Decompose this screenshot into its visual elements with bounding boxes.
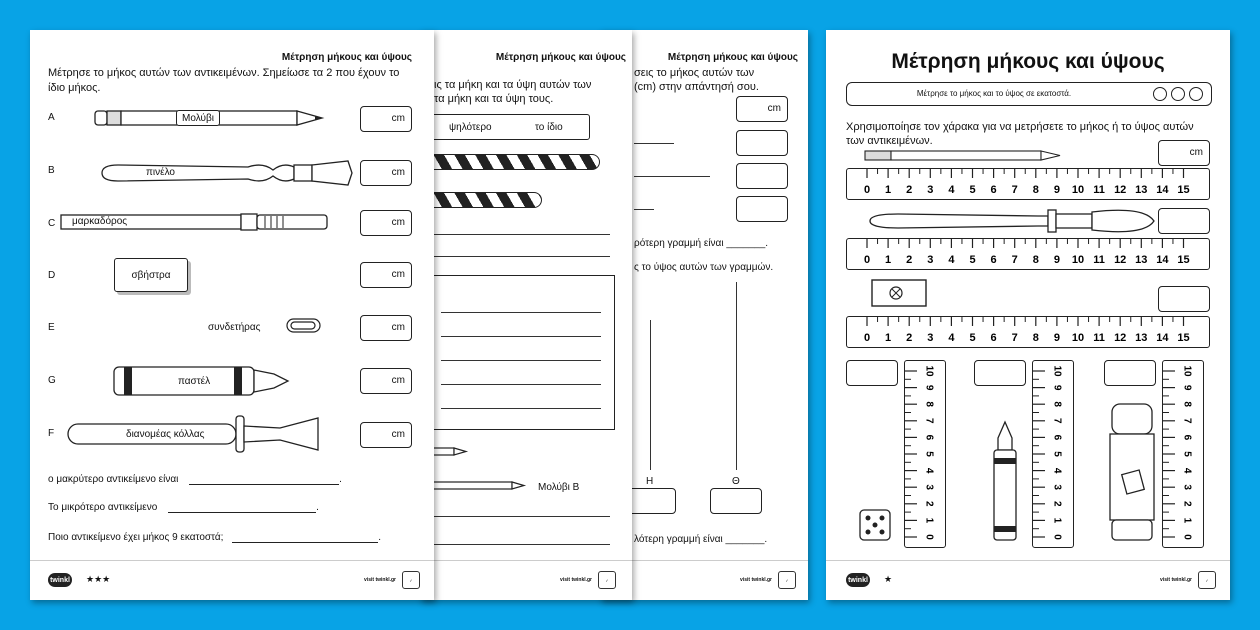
- vruler-tick-label: 9: [1051, 384, 1063, 391]
- vruler-tick-label: 10: [923, 365, 935, 377]
- vruler-tick-label: 10: [1051, 365, 1063, 377]
- ruler-tick-label: 15: [1177, 184, 1190, 196]
- sheet3-question-3: λότερη γραμμή είναι _______.: [634, 534, 768, 545]
- item-e-answer-box[interactable]: cm: [360, 315, 412, 341]
- item-a-answer-box[interactable]: cm: [360, 106, 412, 132]
- sheet3-answer-box-th[interactable]: [710, 488, 762, 514]
- item-b-label: πινέλο: [146, 167, 175, 178]
- ruler-tick-label: 2: [906, 184, 913, 196]
- vruler-tick-label: 5: [1051, 451, 1063, 457]
- sheet2-instruction-1: ις τα μήκη και τα ύψη αυτών των: [434, 79, 592, 91]
- sheet4-banner: [846, 82, 1212, 106]
- sheet1-footer: [30, 560, 434, 600]
- dice-image: [858, 508, 892, 542]
- vruler-3: [1162, 360, 1204, 548]
- vruler-1: [904, 360, 946, 548]
- sheet4-pencil-answer-box[interactable]: cm: [1158, 140, 1210, 166]
- vruler-2: [1032, 360, 1074, 548]
- question-9cm: Ποιο αντικείμενο έχει μήκος 9 εκατοστά; .: [48, 532, 381, 543]
- ruler-tick-label: 8: [1032, 332, 1039, 344]
- sheet4-paintbrush-image: [868, 206, 1158, 236]
- ruler-tick-label: 6: [990, 184, 997, 196]
- ruler-tick-label: 14: [1156, 184, 1169, 196]
- ruler-tick-label: 0: [863, 254, 871, 266]
- vruler-tick-label: 4: [1181, 467, 1193, 474]
- item-g-label: παστέλ: [178, 376, 211, 387]
- item-f-answer-box[interactable]: cm: [360, 422, 412, 448]
- item-c-answer-box[interactable]: cm: [360, 210, 412, 236]
- sheet3-label-h: Η: [646, 476, 654, 487]
- vruler-tick-label: 5: [1181, 451, 1193, 457]
- banner-circle-icon-1: [1153, 87, 1167, 101]
- vruler-tick-label: 8: [1051, 401, 1063, 407]
- ruler-tick-label: 8: [1032, 184, 1039, 196]
- sheet3-vertical-line-th: [736, 282, 737, 470]
- vruler-tick-label: 4: [923, 467, 935, 474]
- sheet3-line-2: [634, 176, 710, 177]
- ruler-tick-label: 3: [927, 184, 934, 196]
- sheet3-answer-box-4[interactable]: [736, 196, 788, 222]
- vruler-tick-label: 1: [1051, 517, 1063, 524]
- ruler-tick-label: 14: [1156, 254, 1169, 266]
- item-d-label: σβήστρα: [114, 258, 188, 292]
- sheet2-answer-line-3: [430, 516, 610, 517]
- sheet4-badge-icon: ✓: [1198, 571, 1216, 589]
- question-longest: ο μακρύτερο αντικείμενο είναι .: [48, 474, 342, 485]
- question-longest-text: ο μακρύτερο αντικείμενο είναι: [48, 474, 179, 485]
- sheet3-answer-box-1[interactable]: cm: [736, 96, 788, 122]
- sheet2-pencil-b-label: Μολύβι Β: [538, 482, 580, 493]
- sheet2-answer-line-1: [430, 234, 610, 235]
- twinkl-logo: twinkl: [48, 573, 72, 587]
- ruler-tick-label: 1: [885, 184, 892, 196]
- sheet1-badge-icon: ✓: [402, 571, 420, 589]
- sheet3-instruction-1: σεις το μήκος αυτών των: [634, 67, 755, 79]
- item-e-letter: E: [48, 322, 55, 333]
- sheet2-striped-straw-1: [420, 154, 600, 170]
- ruler-tick-label: 10: [1071, 254, 1085, 266]
- sheet4-gluestick-answer-box[interactable]: [1104, 360, 1156, 386]
- item-d-letter: D: [48, 270, 56, 281]
- sheet1-header: Μέτρηση μήκους και ύψους: [281, 52, 412, 63]
- ruler-tick-label: 13: [1135, 184, 1148, 196]
- vruler-tick-label: 0: [923, 534, 935, 540]
- ruler-tick-label: 7: [1011, 184, 1018, 196]
- worksheet-1: [30, 30, 434, 600]
- vruler-tick-label: 2: [1051, 501, 1063, 507]
- ruler-tick-label: 7: [1011, 332, 1018, 344]
- vruler-tick-label: 7: [1051, 418, 1063, 424]
- sheet4-banner-text: Μέτρησε το μήκος και το ύψος σε εκατοστά.: [916, 89, 1072, 98]
- difficulty-stars: ★★★: [86, 574, 111, 584]
- sheet2-striped-straw-2: [420, 192, 542, 208]
- sheet4-footer: [826, 560, 1230, 600]
- question-9cm-answer[interactable]: [232, 533, 378, 543]
- worksheet-2: [420, 30, 632, 600]
- item-a-letter: A: [48, 112, 55, 123]
- sheet3-label-th: Θ: [732, 476, 740, 487]
- question-shortest-answer[interactable]: [168, 503, 316, 513]
- ruler-tick-label: 9: [1053, 332, 1060, 344]
- item-d-answer-box[interactable]: cm: [360, 262, 412, 288]
- sheet3-answer-box-2[interactable]: [736, 130, 788, 156]
- ruler-tick-label: 12: [1114, 332, 1127, 344]
- vruler-tick-label: 5: [923, 451, 935, 457]
- vruler-tick-label: 0: [1181, 534, 1193, 540]
- glue-stick-image: [1106, 402, 1158, 544]
- ruler-tick-label: 2: [906, 254, 913, 266]
- sheet4-instruction: Χρησιμοποίησε τον χάρακα για να μετρήσετε το μήκος ή το ύψος αυτών των αντικειμένων.: [846, 121, 1194, 147]
- ruler-tick-label: 14: [1156, 332, 1169, 344]
- item-e-label: συνδετήρας: [208, 322, 261, 333]
- vruler-tick-label: 2: [1181, 501, 1193, 507]
- sheet2-answer-box: [430, 275, 615, 430]
- worksheet-4: [826, 30, 1230, 600]
- vruler-tick-label: 7: [1181, 418, 1193, 424]
- sheet3-header: Μέτρηση μήκους και ύψους: [667, 52, 798, 63]
- sharpener-image: [870, 278, 930, 310]
- ruler-tick-label: 6: [990, 332, 997, 344]
- ruler-tick-label: 9: [1053, 254, 1060, 266]
- ruler-1: [846, 168, 1210, 200]
- ruler-tick-label: 0: [863, 332, 871, 344]
- ruler-3: [846, 316, 1210, 348]
- ruler-tick-label: 15: [1177, 332, 1190, 344]
- question-shortest-text: Το μικρότερο αντικείμενο: [48, 502, 158, 513]
- sheet3-visit-text: visit twinkl.gr: [740, 577, 772, 583]
- vruler-tick-label: 4: [1051, 467, 1063, 474]
- ruler-tick-label: 3: [927, 332, 934, 344]
- ruler-tick-label: 6: [990, 254, 997, 266]
- sheet4-crayon-image: [990, 420, 1020, 544]
- item-f-label: διανομέας κόλλας: [126, 429, 205, 440]
- vruler-tick-label: 2: [923, 501, 935, 507]
- vruler-tick-label: 7: [923, 418, 935, 424]
- ruler-tick-label: 11: [1093, 254, 1105, 266]
- sheet3-line-3: [634, 209, 654, 210]
- sheet2-box-line-4: [441, 384, 601, 385]
- vruler-tick-label: 8: [923, 401, 935, 407]
- item-c-label: μαρκαδόρος: [72, 216, 128, 227]
- ruler-tick-label: 10: [1071, 332, 1085, 344]
- vruler-tick-label: 6: [923, 434, 935, 441]
- item-g-answer-box[interactable]: cm: [360, 368, 412, 394]
- sheet2-badge-icon: ✓: [598, 571, 616, 589]
- item-a-label: Μολύβι: [176, 110, 220, 126]
- ruler-tick-label: 4: [948, 254, 955, 266]
- sheet4-brush-answer-box[interactable]: [1158, 208, 1210, 234]
- sheet2-col-taller: ψηλότερο: [449, 122, 492, 133]
- sheet4-twinkl-logo: twinkl: [846, 573, 870, 587]
- sheet1-instruction: Μέτρησε το μήκος αυτών των αντικειμένων. Σημείωσε τα 2 που έχουν το ίδιο μήκος.: [48, 67, 400, 94]
- sheet3-answer-box-3[interactable]: [736, 163, 788, 189]
- vruler-tick-label: 10: [1181, 365, 1193, 377]
- vruler-tick-label: 3: [1051, 484, 1063, 490]
- sheet3-vertical-line-h: [650, 320, 651, 470]
- ruler-tick-label: 4: [948, 332, 955, 344]
- question-longest-answer[interactable]: [189, 475, 339, 485]
- vruler-tick-label: 1: [923, 517, 935, 524]
- sheet2-footer: [420, 560, 632, 600]
- item-f-letter: F: [48, 428, 55, 439]
- vruler-tick-label: 8: [1181, 401, 1193, 407]
- sheet2-visit-text: visit twinkl.gr: [560, 577, 592, 583]
- sheet2-col-same: το ίδιο: [535, 122, 563, 133]
- sheet2-answer-line-2: [430, 256, 610, 257]
- ruler-tick-label: 11: [1093, 332, 1105, 344]
- ruler-2: [846, 238, 1210, 270]
- sheet4-difficulty-stars: ★: [884, 574, 893, 584]
- vruler-tick-label: 3: [923, 484, 935, 490]
- ruler-tick-label: 5: [969, 184, 976, 196]
- sheet2-pencil-b-image: [420, 480, 528, 492]
- banner-circle-icon-3: [1189, 87, 1203, 101]
- ruler-tick-label: 13: [1135, 332, 1148, 344]
- sheet3-question-2: ς το ύψος αυτών των γραμμών.: [634, 262, 774, 273]
- ruler-tick-label: 10: [1071, 184, 1085, 196]
- sheet2-box-line-1: [441, 312, 601, 313]
- vruler-tick-label: 9: [1181, 384, 1193, 391]
- ruler-tick-label: 12: [1114, 254, 1127, 266]
- item-b-letter: B: [48, 165, 55, 176]
- question-shortest: Το μικρότερο αντικείμενο .: [48, 502, 319, 513]
- sheet2-table-header: [430, 114, 590, 140]
- item-c-letter: C: [48, 218, 56, 229]
- ruler-tick-label: 12: [1114, 184, 1127, 196]
- ruler-tick-label: 2: [906, 332, 913, 344]
- item-g-letter: G: [48, 375, 56, 386]
- banner-circle-icon-2: [1171, 87, 1185, 101]
- sheet3-instruction-2: (cm) στην απάντησή σου.: [634, 81, 759, 93]
- sheet4-sharpener-answer-box[interactable]: [1158, 286, 1210, 312]
- sheet4-pencil-image: [864, 150, 1064, 162]
- vruler-tick-label: 1: [1181, 517, 1193, 524]
- item-b-answer-box[interactable]: cm: [360, 160, 412, 186]
- sheet4-visit-text: visit twinkl.gr: [1160, 577, 1192, 583]
- sheet4-crayon-answer-box[interactable]: [974, 360, 1026, 386]
- paperclip-image: [286, 318, 322, 334]
- sheet2-answer-line-4: [430, 544, 610, 545]
- sheet2-box-line-3: [441, 360, 601, 361]
- sheet2-instruction-2: τα μήκη και τα ύψη τους.: [434, 93, 554, 105]
- ruler-tick-label: 11: [1093, 184, 1105, 196]
- sheet3-badge-icon: ✓: [778, 571, 796, 589]
- vruler-tick-label: 3: [1181, 484, 1193, 490]
- ruler-tick-label: 5: [969, 254, 976, 266]
- sheet1-visit-text: visit twinkl.gr: [364, 577, 396, 583]
- ruler-tick-label: 15: [1177, 254, 1190, 266]
- vruler-tick-label: 0: [1051, 534, 1063, 540]
- sheet4-dice-answer-box[interactable]: [846, 360, 898, 386]
- vruler-tick-label: 6: [1181, 434, 1193, 441]
- ruler-tick-label: 8: [1032, 254, 1039, 266]
- vruler-tick-label: 9: [923, 384, 935, 391]
- paintbrush-image: [98, 158, 354, 188]
- ruler-tick-label: 9: [1053, 184, 1060, 196]
- sheet2-box-line-2: [441, 336, 601, 337]
- ruler-tick-label: 5: [969, 332, 976, 344]
- ruler-tick-label: 7: [1011, 254, 1018, 266]
- ruler-tick-label: 4: [948, 184, 955, 196]
- sheet2-box-line-5: [441, 408, 601, 409]
- sheet2-header: Μέτρηση μήκους και ύψους: [495, 52, 626, 63]
- ruler-tick-label: 13: [1135, 254, 1148, 266]
- ruler-tick-label: 0: [863, 184, 871, 196]
- ruler-tick-label: 1: [885, 332, 892, 344]
- sheet3-line-1: [634, 143, 674, 144]
- sheet3-question-1: ρότερη γραμμή είναι _______.: [634, 238, 769, 249]
- sheet4-title: Μέτρηση μήκους και ύψους: [891, 50, 1165, 73]
- ruler-tick-label: 3: [927, 254, 934, 266]
- ruler-tick-label: 1: [885, 254, 892, 266]
- question-9cm-text: Ποιο αντικείμενο έχει μήκος 9 εκατοστά;: [48, 532, 224, 543]
- vruler-tick-label: 6: [1051, 434, 1063, 441]
